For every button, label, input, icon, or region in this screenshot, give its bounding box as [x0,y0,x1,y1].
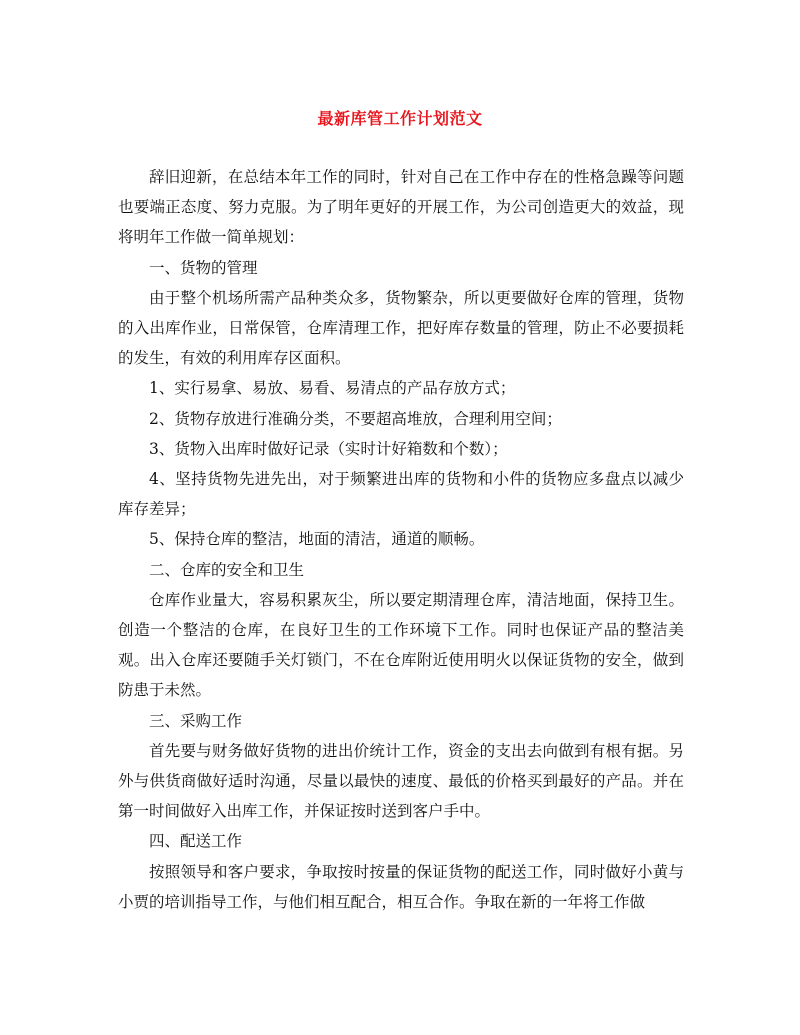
section-heading-delivery: 四、配送工作 [149,832,243,851]
delivery-paragraph: 按照领导和客户要求，争取按时按量的保证货物的配送工作，同时做好小黄与小贾的培训指导工作，与他们相互配合，相互合作。争取在新的一年将工作做 [118,862,684,911]
goods-management-paragraph: 由于整个机场所需产品种类众多，货物繁杂，所以更要做好仓库的管理，货物的入出库作业，日常保管，仓库清理工作，把好库存数量的管理，防止不必要损耗的发生，有效的利用库存区面积。 [118,288,684,368]
document-body [118,162,684,917]
section-heading-safety-hygiene: 二、仓库的安全和卫生 [149,560,305,579]
section-heading-procurement: 三、采购工作 [149,711,243,730]
procurement-paragraph: 首先要与财务做好货物的进出价统计工作，资金的支出去向做到有根有据。另外与供货商做好适时沟通，尽量以最快的速度、最低的价格买到最好的产品。并在第一时间做好入出库工作，并保证按时送到客户手中。 [118,741,684,821]
intro-paragraph: 辞旧迎新，在总结本年工作的同时，针对自己在工作中存在的性格急躁等问题也要端正态度、努力克服。为了明年更好的开展工作，为公司创造更大的效益，现将明年工作做一简单规划： [118,168,684,247]
list-item: 2、货物存放进行准确分类，不要超高堆放，合理利用空间； [149,409,562,428]
list-item: 1、实行易拿、易放、易看、易清点的产品存放方式； [149,379,516,398]
list-item: 4、坚持货物先进先出，对于频繁进出库的货物和小件的货物应多盘点以减少库存差异； [118,470,684,519]
safety-hygiene-paragraph: 仓库作业量大，容易积累灰尘，所以要定期清理仓库，清洁地面，保持卫生。创造一个整洁的仓库，在良好卫生的工作环境下工作。同时也保证产品的整洁美观。出入仓库还要随手关灯锁门，不在仓库附近使用明火以保证货物的安全，做到防患于未然。 [118,590,684,700]
section-heading-goods-management: 一、货物的管理 [149,258,258,277]
list-item: 3、货物入出库时做好记录（实时计好箱数和个数）； [149,439,508,458]
list-item: 5、保持仓库的整洁，地面的清洁，通道的顺畅。 [149,530,485,549]
document-title: 最新库管工作计划范文 [317,109,483,128]
